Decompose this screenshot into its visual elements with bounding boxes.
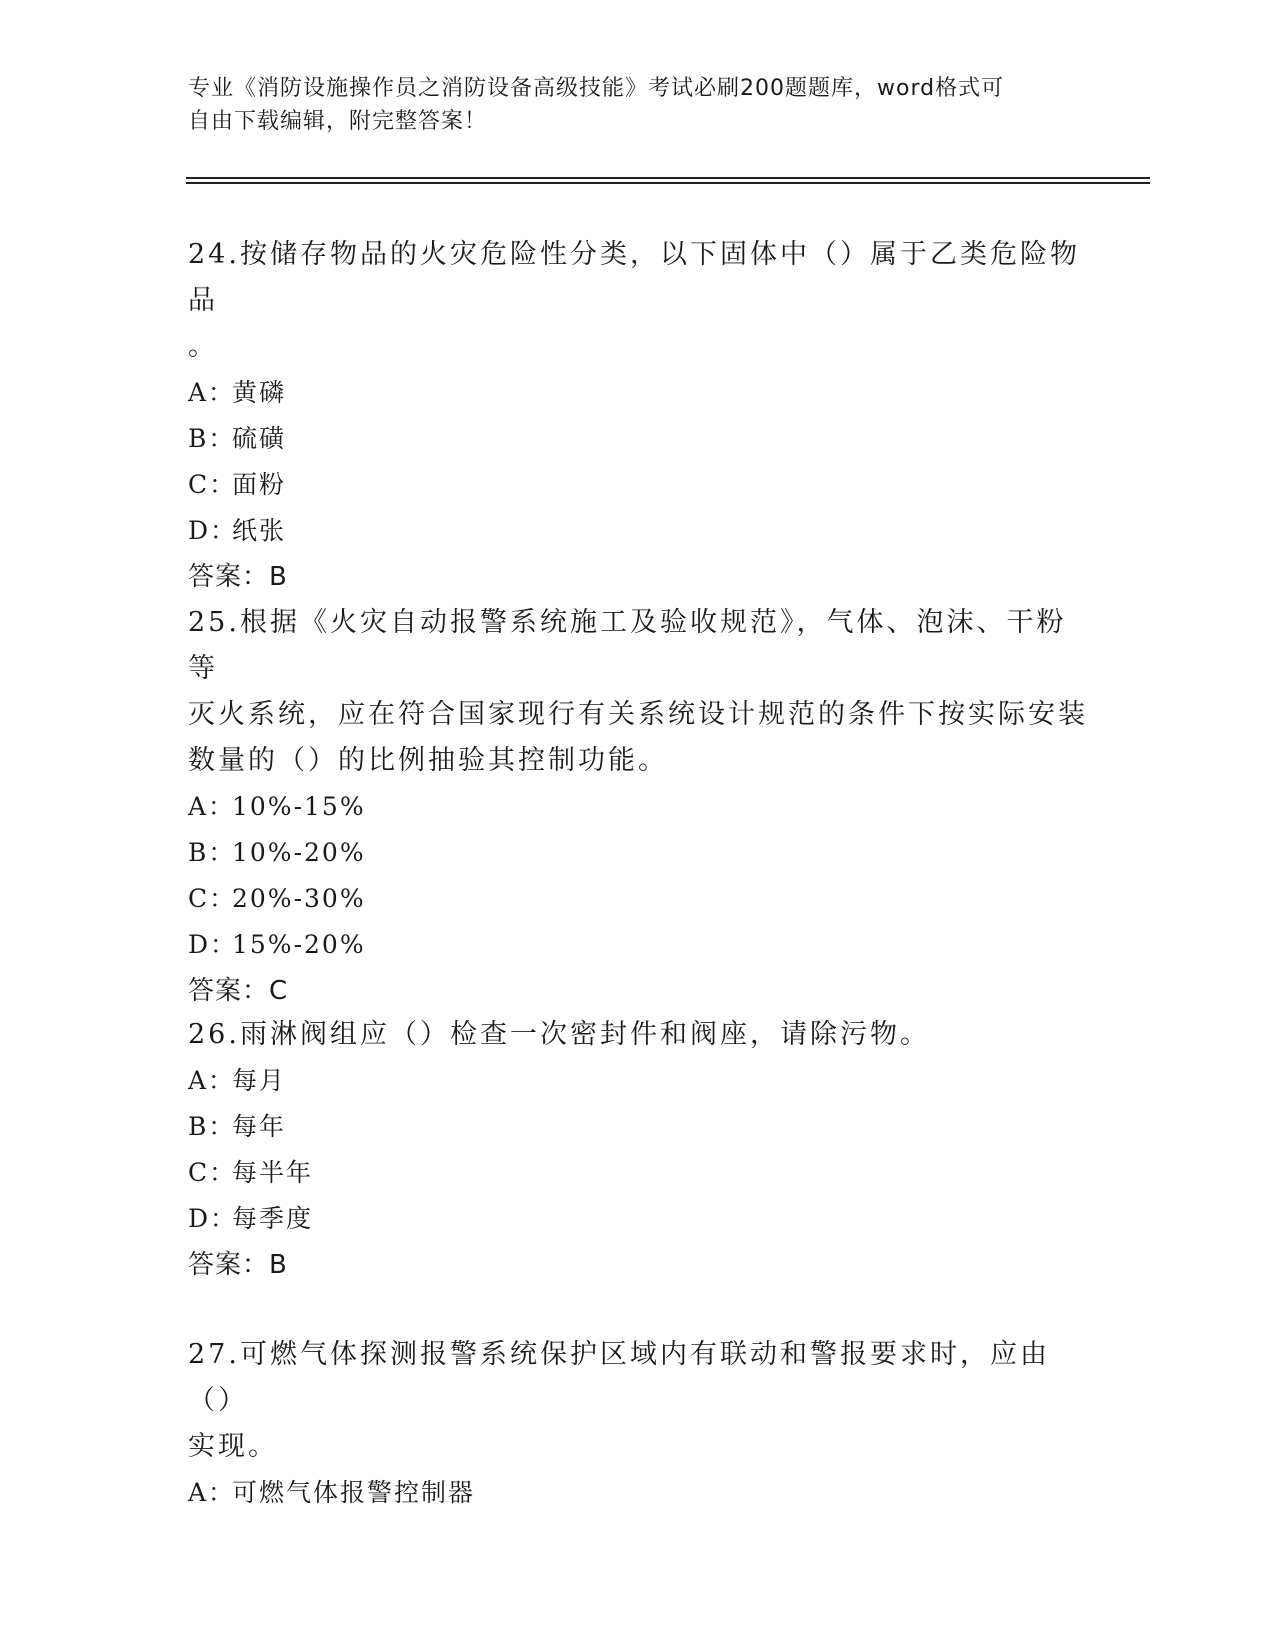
question-stem-line: 26.雨淋阀组应（）检查一次密封件和阀座，请除污物。 <box>188 1019 930 1050</box>
option-c <box>188 462 1088 508</box>
option-text: 每月 <box>232 1066 287 1095</box>
option-b <box>188 416 1088 462</box>
option-b <box>188 1104 1088 1150</box>
option-a <box>188 1058 1088 1104</box>
question-26 <box>188 1012 1088 1288</box>
question-stem-line: 灭火系统，应在符合国家现行有关系统设计规范的条件下按实际安装 <box>188 699 1088 730</box>
option-d <box>188 508 1088 554</box>
option-text: 10%-20% <box>232 838 366 867</box>
option-text: 每年 <box>232 1112 287 1141</box>
question-stem-line: 24.按储存物品的火灾危险性分类，以下固体中（）属于乙类危险物品 <box>188 239 1080 316</box>
question-stem-line: 实现。 <box>188 1431 278 1462</box>
option-text: 20%-30% <box>232 884 366 913</box>
option-a <box>188 370 1088 416</box>
option-key: D： <box>188 930 238 959</box>
option-text: 每季度 <box>232 1204 314 1233</box>
option-c <box>188 1150 1088 1196</box>
option-key: C： <box>188 470 237 499</box>
option-key: B： <box>188 1112 236 1141</box>
header-divider-top <box>186 177 1150 179</box>
option-a <box>188 1470 1088 1516</box>
option-key: C： <box>188 884 237 913</box>
option-key: A： <box>188 1066 236 1095</box>
option-text: 黄磷 <box>232 378 287 407</box>
option-a <box>188 784 1088 830</box>
option-key: B： <box>188 424 236 453</box>
header-line-1: 专业《消防设施操作员之消防设备高级技能》考试必刷200题题库，word格式可 <box>188 76 1005 101</box>
option-key: D： <box>188 516 238 545</box>
option-text: 15%-20% <box>232 930 366 959</box>
option-text: 10%-15% <box>232 792 366 821</box>
option-b <box>188 830 1088 876</box>
question-stem-line: 数量的（）的比例抽验其控制功能。 <box>188 745 668 776</box>
question-stem-line: 。 <box>188 331 218 362</box>
question-27 <box>188 1332 1088 1516</box>
option-text: 面粉 <box>232 470 287 499</box>
header-divider-bottom <box>186 182 1150 184</box>
document-header <box>188 72 1068 138</box>
option-text: 硫磺 <box>232 424 287 453</box>
question-25 <box>188 600 1088 1014</box>
option-key: A： <box>188 792 236 821</box>
answer-line: 答案：B <box>188 1250 288 1280</box>
option-key: C： <box>188 1158 237 1187</box>
option-d <box>188 922 1088 968</box>
question-24 <box>188 232 1088 600</box>
question-stem-line: 25.根据《火灾自动报警系统施工及验收规范》，气体、泡沫、干粉等 <box>188 607 1067 684</box>
option-text: 每半年 <box>232 1158 314 1187</box>
answer-line: 答案：C <box>188 976 289 1006</box>
header-line-2: 自由下载编辑，附完整答案！ <box>188 109 488 134</box>
answer-line: 答案：B <box>188 562 288 592</box>
option-c <box>188 876 1088 922</box>
option-text: 可燃气体报警控制器 <box>232 1478 476 1507</box>
option-key: B： <box>188 838 236 867</box>
option-key: A： <box>188 1478 236 1507</box>
option-d <box>188 1196 1088 1242</box>
option-text: 纸张 <box>232 516 287 545</box>
option-key: A： <box>188 378 236 407</box>
question-stem-line: 27.可燃气体探测报警系统保护区域内有联动和警报要求时，应由（） <box>188 1339 1050 1416</box>
option-key: D： <box>188 1204 238 1233</box>
